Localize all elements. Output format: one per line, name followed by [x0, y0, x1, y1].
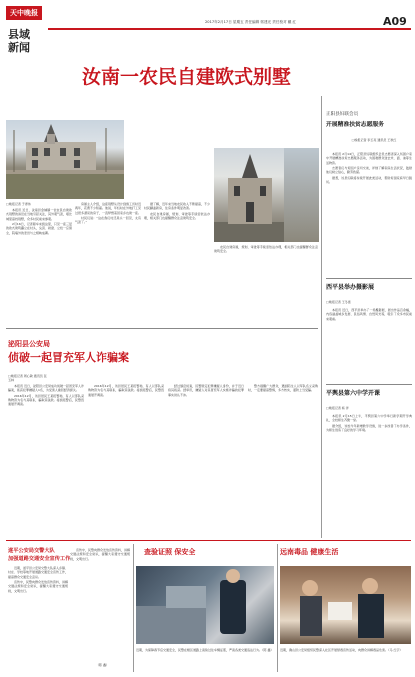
police-kicker: 泌阳县公安局 [8, 340, 50, 348]
right-top-text: 本报讯 2月14日，正阳县妇联组织会员志愿者深入贫困户家中开展精准扶贫志愿服务活动，为困难群众送去米、面、油等生活物资。 志愿者们与贫困户亲切交谈，详细了解家庭生活状况，鼓励他们树立信心，勤劳致富。 据悉，该县妇联将持续开展此类活动，帮助贫困家庭早日脱贫。 [326, 152, 412, 185]
right-top-title: 开展精准扶贫志愿服务 [326, 122, 384, 128]
photo-caption-left: 近期，为保障春节后交通安全，民警在辖区道路上查验过往车辆证照，严查各类交通违法行为。（陈 鑫） [136, 648, 274, 652]
right-low-text: 本报讯 2月15日上午，平舆县第六中学举行新学期开学典礼，全校师生齐聚一堂。 据介绍，该校今年新增教学设施，进一步改善了办学条件，为师生创造了良好的学习环境。 [326, 414, 412, 433]
page-number: A09 [383, 15, 407, 28]
right-mid-title: 西平县举办摄影展 [326, 284, 375, 291]
tower-icon [214, 148, 284, 242]
main-headline: 汝南一农民自建欧式别墅 [82, 66, 292, 88]
villa-photo-large [6, 120, 124, 199]
lead-story-col4: 农民自建房屋，规划、审批等手续需依法办理，相关部门也提醒群众注意建筑安全。 [214, 245, 318, 254]
right-low-title: 平舆县第六中学开课 [326, 390, 381, 397]
police-title: 侦破一起冒充军人诈骗案 [8, 351, 129, 364]
bottom-divider-1 [133, 544, 134, 672]
lead-story-col1: 本报讯 近日，汝南县金铺镇一位农民自建欧式别墅的消息在当地引起关注，其外观气派，堪比城里高档别墅，众多村民前来参观。 2月16日，记者驱车来到这里，只见一座三层的欧式建筑矗立在村头，尖顶、拱窗、立柱一应俱全，院墙外的麦田与之相映成趣。 [6, 208, 72, 235]
traffic-title: 加强道路交通安全宣传工作 [8, 556, 71, 562]
villa-photo-small [214, 148, 284, 242]
right-low-byline: □晚报记者 杨 洋 [326, 406, 349, 410]
villa-icon [6, 120, 124, 199]
police-col4: 警方提醒广大群众，遇到陌生人以军队名义采购时，一定要提高警惕，多方核实，谨防上当受骗。 [248, 384, 318, 393]
photo-caption-right: 近期，确山县公安局组织民警深入社区开展禁毒宣传活动，向群众讲解毒品危害。（马 红宇） [280, 648, 403, 652]
checkpoint-photo [136, 566, 274, 644]
police-col3: 经过缜密侦查，民警锁定犯罪嫌疑人身份，并于近日将其抓获。经审讯，嫌疑人对其冒充军人实施诈骗的犯罪事实供认不讳。 [168, 384, 244, 397]
police-col1: 本报讯 近日，泌阳县公安局成功侦破一起冒充军人诈骗案，抓获犯罪嫌疑人1名，为受害人挽回经济损失。 2016年12月，该县居民王某报警称，有人以部队采购物资为名与其联系，骗取其钱款。接到报警后，民警迅速展开调查。 [8, 384, 84, 407]
villa-photo-inset [284, 148, 319, 242]
lead-byline: □晚报记者 于得伟 [6, 202, 31, 206]
masthead-logo: 天中晚报 [6, 6, 42, 20]
masthead-rule [48, 28, 411, 30]
bottom-divider-2 [277, 544, 278, 672]
traffic-text-col1: 近期，遂平县公安局交警大队深入乡镇、村庄、学校等地开展道路交通安全宣传工作，提高群众交通安全意识。 宣传中，民警向群众发放宣传资料，讲解交通法规和安全常识，提醒大家遵守交通规则，文明出行。 [8, 566, 68, 593]
right-divider-2 [326, 384, 412, 385]
traffic-kicker: 遂平公安局交警大队 [8, 548, 55, 554]
column-divider [321, 96, 322, 538]
police-col2: 2016年12月，该县居民王某报警称，有人以部队采购物资为名与其联系，骗取其钱款。接到报警后，民警迅速展开调查。 [88, 384, 164, 397]
date-line: 2017年2月17日 星期五 责任编辑 郭建光 责任校对 戴 红 [205, 20, 297, 24]
traffic-byline: （陈 鑫） [96, 663, 109, 667]
police-byline: □晚报记者 周心敏 通讯员 张玉林 [8, 374, 47, 382]
right-divider-1 [326, 278, 412, 279]
photo-title-left: 查验证照 保安全 [144, 548, 196, 556]
people-icon [280, 566, 411, 644]
lead-story-col2: 房屋主人介绍，这座别墅从设计到施工历时近两年，花费不少积蓄。他说，年轻时在外地打工见过很多漂亮的房子，一直梦想着回家乡也建一座。 村民们说：“这在我们村还是头一回见，太有气派了。” [75, 202, 141, 225]
right-mid-text: 本报讯 近日，西平县举办了一场摄影展，展出作品百余幅，内容涵盖城乡发展、民俗风情、自然风光等，吸引了众多市民前来观看。 [326, 308, 412, 321]
right-mid-byline: □晚报记者 王冬雷 [326, 300, 351, 304]
lead-story-col3: 据了解，近年来当地农民收入不断提高，不少村民翻盖新房，住房条件明显改善。 农民自建房屋，规划、审批等手续需依法办理，相关部门也提醒群众注意建筑安全。 [144, 202, 210, 221]
photo-title-right: 远南毒品 健康生活 [280, 548, 339, 556]
section-title: 县域新闻 [8, 28, 30, 54]
officer-icon [136, 566, 274, 644]
police-divider [6, 328, 318, 329]
drug-prevention-photo [280, 566, 411, 644]
traffic-text-col2: 宣传中，民警向群众发放宣传资料，讲解交通法规和安全常识，提醒大家遵守交通规则，文明出行。 [70, 548, 130, 561]
right-top-kicker: 正阳县妇联会员 [326, 112, 359, 117]
bottom-rule [6, 540, 411, 541]
right-top-byline: □晚报记者 李玉亮 通讯员 王秋红 [351, 138, 397, 142]
